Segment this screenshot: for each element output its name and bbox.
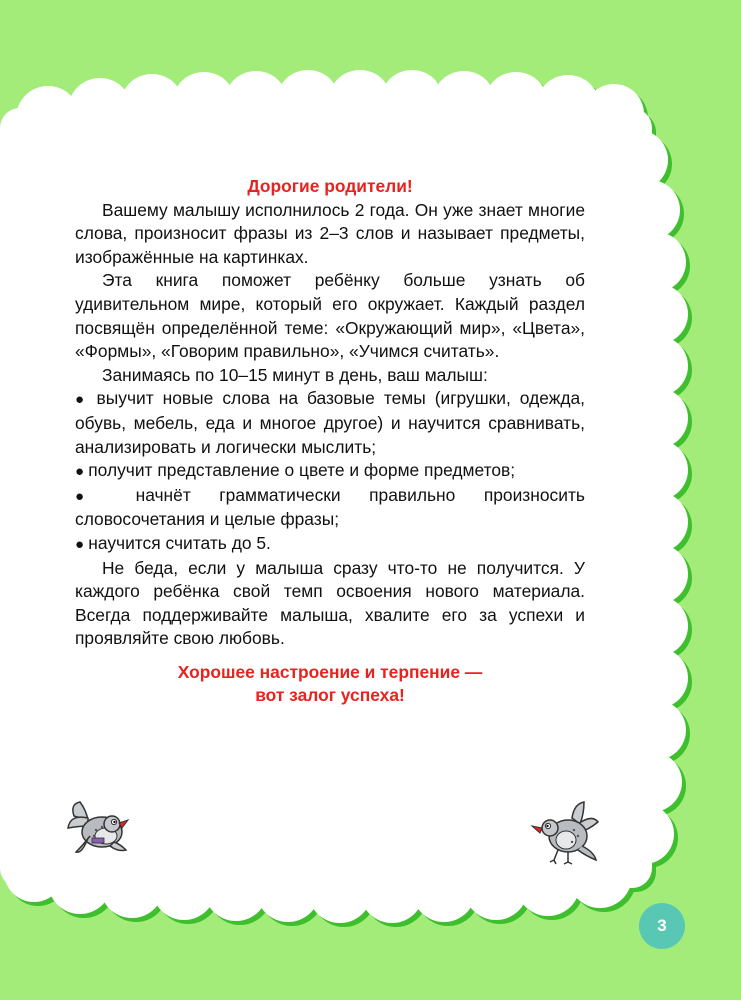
bird-flying-icon <box>66 796 136 862</box>
page-number-badge <box>639 903 685 949</box>
letter-heading: Дорогие родители! <box>247 176 413 196</box>
bullet-item-counting: ● научится считать до 5. <box>75 532 585 557</box>
closing-line-2: вот залог успеха! <box>255 684 405 705</box>
paragraph-book-description: Эта книга поможет ребёнку больше узнать об удивительном мире, который его окружает. Каждый раздел посвящён определённой теме: «Окружающий мир», «Цвета», «Формы», «Говорим правильно», «Учимся считать». <box>75 270 585 362</box>
bullet-item-colors: ● получит представление о цвете и форме предметов; <box>75 459 585 484</box>
paragraph-encouragement: Не беда, если у малыша сразу что-то не получится. У каждого ребёнка свой темп освоения нового материала. Всегда поддерживайте малыша, хвалите его за успехи и проявляйте свою любовь. <box>75 557 585 649</box>
closing-line-1: Хорошее настроение и терпение — <box>177 661 483 682</box>
paragraph-intro: Вашему малышу исполнилось 2 года. Он уже знает многие слова, произносит фразы из 2–3 слов и называет предметы, изображённые на картинках. <box>75 199 585 267</box>
page-number: 3 <box>657 916 667 935</box>
bird-flying-icon <box>518 800 602 866</box>
bullet-item-words: ● выучит новые слова на базовые темы (игрушки, одежда, обувь, мебель, еда и многое другое) и научится сравнивать, анализировать и логически мыслить; <box>75 387 585 459</box>
paragraph-daily-practice: Занимаясь по 10–15 минут в день, ваш малыш: <box>102 364 488 385</box>
closing-message <box>75 661 585 707</box>
bullet-item-grammar: ● начнёт грамматически правильно произносить словосочетания и целые фразы; <box>75 484 585 532</box>
letter-body <box>75 175 585 707</box>
